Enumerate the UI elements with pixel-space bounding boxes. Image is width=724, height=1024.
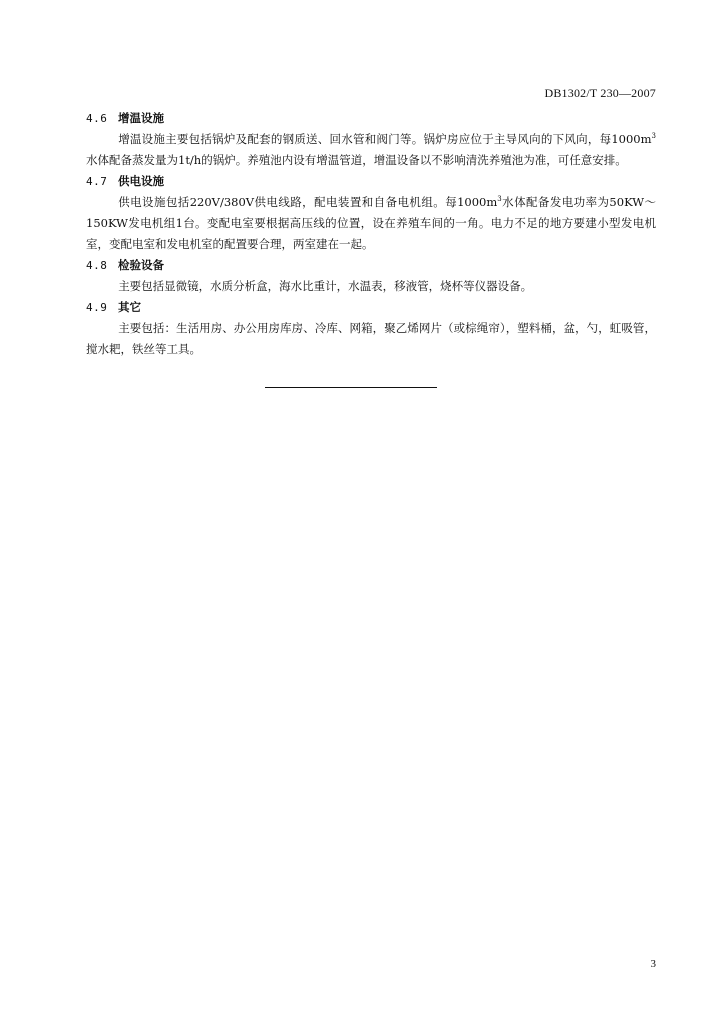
section-paragraph: 主要包括：生活用房、办公用房库房、冷库、网箱，聚乙烯网片（或棕绳帘），塑料桶，盆，勺，虹吸管，搅水耙，铁丝等工具。 [86, 321, 656, 356]
section-number: 4.8 [86, 259, 108, 272]
page-number: 3 [650, 958, 656, 970]
section-title: 增温设施 [118, 111, 164, 125]
section-title: 供电设施 [118, 174, 164, 188]
superscript: 3 [497, 195, 502, 204]
section-number: 4.6 [86, 112, 108, 125]
section-4-9 [86, 297, 656, 360]
section-heading [86, 171, 656, 192]
paragraph-text: 增温设施主要包括锅炉及配套的钢质送、回水管和阀门等。锅炉房应位于主导风向的下风向，每1000m [118, 132, 652, 146]
section-heading [86, 297, 656, 318]
section-paragraph: 主要包括显微镜，水质分析盒，海水比重计，水温表，移液管，烧杯等仪器设备。 [118, 279, 533, 293]
section-paragraph [86, 129, 656, 171]
document-body [86, 108, 656, 360]
section-4-8 [86, 255, 656, 297]
section-number: 4.7 [86, 175, 108, 188]
section-heading [86, 255, 656, 276]
section-4-7 [86, 171, 656, 255]
paragraph-text: 供电设施包括220V/380V供电线路，配电装置和自备电机组。每1000m [118, 195, 498, 209]
section-number: 4.9 [86, 301, 108, 314]
section-paragraph [86, 192, 656, 255]
section-4-6 [86, 108, 656, 171]
section-title: 其它 [118, 300, 141, 314]
section-title: 检验设备 [118, 258, 164, 272]
paragraph-text: 水体配备发电功率为50KW～150KW发电机组1台。变配电室要根据高压线的位置，设在养殖车间的一角。电力不足的地方要建小型发电机室，变配电室和发电机室的配置要合理，两室建在一起。 [86, 195, 656, 251]
section-heading [86, 108, 656, 129]
end-of-text-rule [265, 387, 437, 388]
document-code: DB1302/T 230—2007 [544, 86, 656, 100]
paragraph-text: 水体配备蒸发量为1t/h的锅炉。养殖池内设有增温管道，增温设备以不影响清洗养殖池为准，可任意安排。 [86, 153, 627, 167]
superscript: 3 [651, 132, 656, 141]
